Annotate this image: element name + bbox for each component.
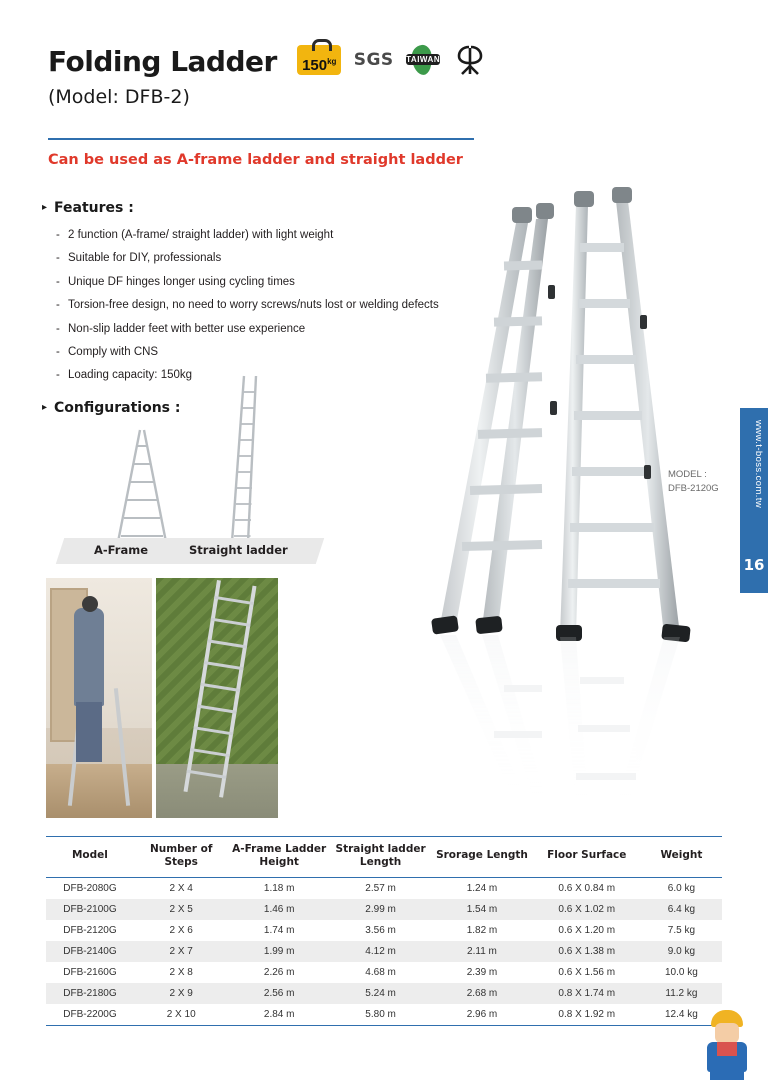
model-subtitle: (Model: DFB-2) [48,86,190,108]
table-row [46,878,722,900]
col-model: Model [71,849,108,862]
cell-floor: 0.6 X 1.20 m [558,925,616,937]
photo-person-body [74,608,104,706]
table-header-row [46,837,722,878]
configuration-diagrams [48,360,338,560]
cell-aframe: 2.26 m [263,967,295,979]
cell-weight: 12.4 kg [665,1009,698,1021]
mascot-shirt [717,1042,737,1056]
mascot-face [715,1023,739,1043]
col-steps: Number of Steps [149,843,213,868]
cell-weight: 10.0 kg [665,967,698,979]
cell-steps: 2 X 7 [169,946,193,958]
dash-marker: - [56,345,60,358]
hero-caption-label: MODEL : [668,469,707,480]
ladder-rung [211,618,251,627]
configurations-heading-text: Configurations : [54,400,181,416]
cell-weight: 11.2 kg [665,988,698,1000]
cell-model: DFB-2140G [63,946,117,958]
spec-table [46,836,722,1026]
cell-model: DFB-2120G [63,925,117,937]
cell-steps: 2 X 8 [169,967,193,979]
cell-straight: 4.68 m [365,967,396,979]
cell-steps: 2 X 10 [166,1009,196,1021]
config-caption-a-frame: A-Frame [94,543,149,557]
ladder-rung [200,683,240,692]
dash-marker: - [56,252,60,265]
col-aframe-height: A-Frame Ladder Height [232,843,327,868]
col-floor-surface: Floor Surface [547,849,627,862]
load-capacity-value: 150 [302,56,328,74]
cell-storage: 1.54 m [466,904,498,916]
ladder-rung [214,596,254,605]
cell-storage: 2.96 m [466,1009,498,1021]
page-number: 16 [743,556,765,574]
dash-marker: - [56,275,60,288]
feature-text: Loading capacity: 150kg [68,369,193,382]
cell-weight: 6.0 kg [667,883,696,895]
dash-marker: - [56,322,60,335]
tagline: Can be used as A-frame ladder and straight ladder [48,152,463,168]
hero-caption [668,468,719,496]
config-caption-straight: Straight ladder [189,543,288,557]
dash-marker: - [56,369,60,382]
spec-table-head [46,837,722,878]
table-row [46,1004,722,1026]
col-straight-length: Straight ladder Length [335,843,426,868]
title-block [48,45,508,108]
cell-model: DFB-2160G [63,967,117,979]
cell-floor: 0.6 X 1.56 m [558,967,616,979]
table-row [46,962,722,983]
cell-storage: 1.82 m [466,925,498,937]
cell-model: DFB-2180G [63,988,117,1000]
ladder-rung [186,770,226,779]
bullet-arrow-icon: ▸ [42,402,48,413]
cell-steps: 2 X 5 [169,904,193,916]
ladder-rung [204,661,244,670]
cell-steps: 2 X 9 [169,988,193,1000]
load-capacity-unit: kg [327,56,337,66]
table-row [46,983,722,1004]
dash-marker: - [56,299,60,312]
cell-weight: 7.5 kg [667,925,696,937]
spec-table-body [46,878,722,1026]
dash-marker: - [56,229,60,241]
features-heading-text: Features : [54,200,134,216]
cell-model: DFB-2200G [63,1009,117,1021]
mascot-icon [700,1010,754,1080]
cell-model: DFB-2080G [63,883,117,895]
cell-storage: 2.39 m [466,967,498,979]
ladder-rung [197,704,237,713]
cell-aframe: 1.46 m [263,904,295,916]
taiwan-label: TAIWAN [406,54,441,64]
taiwan-icon [406,44,440,76]
cell-steps: 2 X 6 [169,925,193,937]
col-storage-length: Srorage Length [436,849,528,862]
cell-straight: 2.57 m [365,883,396,895]
hero-product-image [380,165,710,825]
certification-badges [297,44,494,76]
cell-straight: 5.80 m [365,1009,396,1021]
feature-text: Comply with CNS [68,345,159,358]
col-weight: Weight [660,849,703,862]
cell-floor: 0.6 X 1.38 m [558,946,616,958]
load-capacity-icon [297,45,341,75]
cell-aframe: 2.56 m [263,988,295,1000]
website-url: www.t-boss.com.tw [753,420,764,509]
cell-floor: 0.6 X 0.84 m [558,883,616,895]
spec-table-wrapper [46,836,722,1026]
cell-aframe: 2.84 m [263,1009,295,1021]
cell-storage: 2.11 m [467,946,497,958]
cell-aframe: 1.18 m [263,883,295,895]
cell-weight: 6.4 kg [667,904,696,916]
feature-text: Non-slip ladder feet with better use experience [68,322,306,335]
feature-text: 2 function (A-frame/ straight ladder) with light weight [68,229,334,241]
bullet-arrow-icon: ▸ [42,202,48,213]
cell-straight: 3.56 m [365,925,396,937]
cell-model: DFB-2100G [63,904,117,916]
photo-outdoor-usage [156,578,278,818]
feature-text: Torsion-free design, no need to worry screws/nuts lost or welding defects [68,299,439,312]
cell-straight: 2.99 m [365,904,396,916]
hero-caption-model: DFB-2120G [668,482,719,494]
cell-aframe: 1.99 m [263,946,295,958]
table-row [46,941,722,962]
feature-text: Suitable for DIY, professionals [68,252,222,265]
cb-icon [453,44,487,76]
cell-floor: 0.8 X 1.92 m [558,1009,616,1021]
ladder-rung [190,748,230,757]
feature-text: Unique DF hinges longer using cycling times [68,275,295,288]
straight-ladder-diagram [232,376,256,542]
a-frame-diagram [118,430,166,542]
header-divider [48,138,474,140]
cell-floor: 0.6 X 1.02 m [558,904,616,916]
ladder-rung [207,639,247,648]
cell-straight: 4.12 m [365,946,396,958]
cell-floor: 0.8 X 1.74 m [558,988,616,1000]
table-row [46,899,722,920]
photo-indoor-usage [46,578,152,818]
photo-person-head [82,596,98,612]
page-title: Folding Ladder [48,45,277,78]
photo-person-legs [76,702,102,762]
cell-steps: 2 X 4 [169,883,193,895]
cell-weight: 9.0 kg [667,946,696,958]
sgs-icon: SGS [353,49,394,70]
mascot-legs [710,1070,744,1080]
cell-straight: 5.24 m [365,988,396,1000]
cell-aframe: 1.74 m [263,925,295,937]
cell-storage: 1.24 m [466,883,498,895]
table-row [46,920,722,941]
ladder-rung [193,726,233,735]
cell-storage: 2.68 m [466,988,498,1000]
